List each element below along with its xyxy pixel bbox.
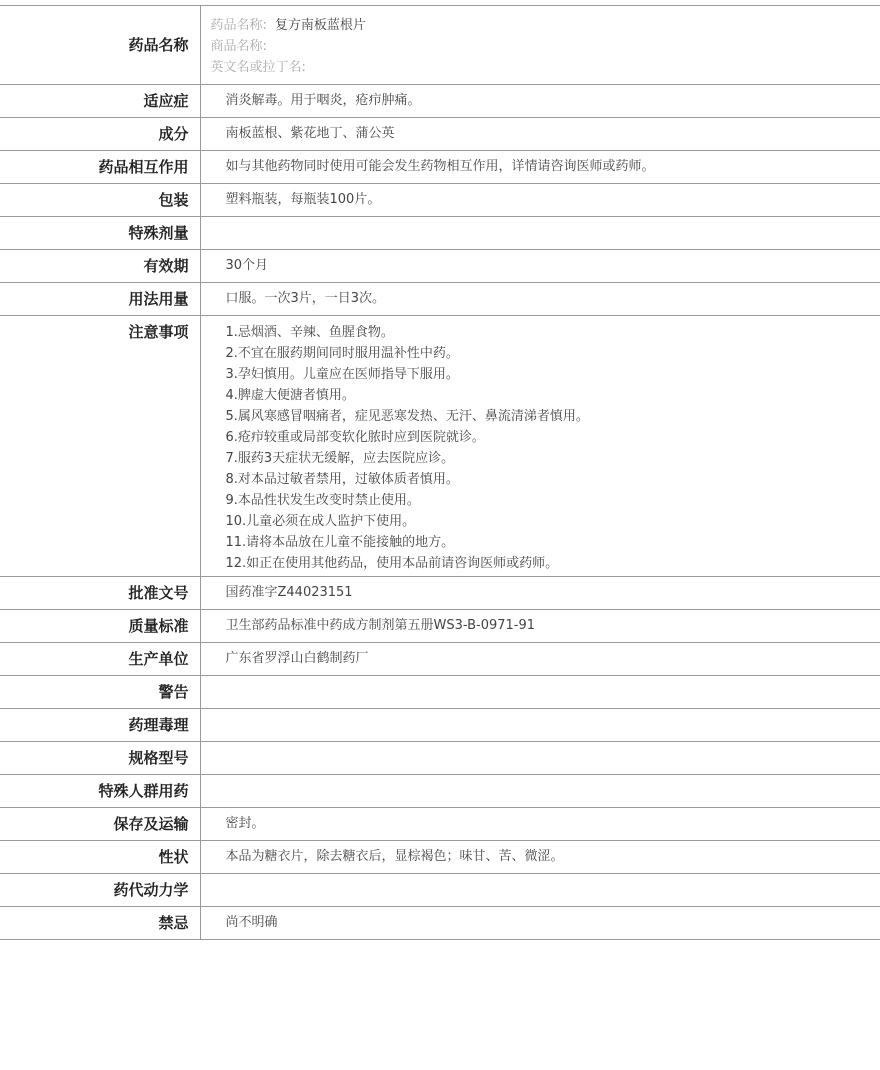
label-contraindications: 禁忌: [158, 914, 189, 932]
row-label: [0, 85, 200, 118]
row-label: [0, 907, 200, 940]
value-contraindications: 尚不明确: [200, 907, 880, 940]
row-label: [0, 841, 200, 874]
value-indications: 消炎解毒。用于咽炎，疮疖肿痛。: [200, 85, 880, 118]
value-packaging: 塑料瓶装，每瓶装100片。: [200, 184, 880, 217]
label-warning: 警告: [158, 683, 189, 701]
english-name-line: [211, 57, 880, 78]
label-description: 性状: [158, 848, 189, 866]
row-label: [0, 775, 200, 808]
row-special-dosage: [0, 217, 880, 250]
list-item: 4.脾虚大便溏者慎用。: [225, 388, 355, 403]
row-shelf-life: [0, 250, 880, 283]
row-label: [0, 874, 200, 907]
row-pharmacokinetics: [0, 874, 880, 907]
value-pharmacology: [200, 709, 880, 742]
label-interactions: 药品相互作用: [98, 158, 189, 176]
row-special-population: [0, 775, 880, 808]
trade-name-line: [211, 36, 880, 57]
list-item: 2.不宜在服药期间同时服用温补性中药。: [225, 346, 459, 361]
drug-name-block: [201, 6, 880, 84]
row-label: [0, 6, 200, 85]
row-interactions: [0, 151, 880, 184]
row-packaging: [0, 184, 880, 217]
row-manufacturer: [0, 643, 880, 676]
list-item: 6.疮疖较重或局部变软化脓时应到医院就诊。: [225, 430, 485, 445]
english-name-label: 英文名或拉丁名:: [210, 60, 306, 75]
value-manufacturer: 广东省罗浮山白鹤制药厂: [200, 643, 880, 676]
value-description: 本品为糖衣片，除去糖衣后，显棕褐色；味甘、苦、微涩。: [200, 841, 880, 874]
label-specification: 规格型号: [128, 749, 189, 767]
label-pharmacokinetics: 药代动力学: [113, 881, 189, 899]
list-item: 1.忌烟酒、辛辣、鱼腥食物。: [225, 325, 394, 340]
row-specification: [0, 742, 880, 775]
drug-name-heading: 药品名称: [128, 36, 189, 54]
trade-name-label: 商品名称:: [210, 39, 267, 54]
value-specification: [200, 742, 880, 775]
row-approval-number: [0, 577, 880, 610]
drug-spec-table: [0, 5, 880, 940]
value-quality-standard: 卫生部药品标准中药成方制剂第五册WS3-B-0971-91: [200, 610, 880, 643]
row-label: [0, 742, 200, 775]
label-ingredients: 成分: [158, 125, 189, 143]
value-approval-number: 国药准字Z44023151: [200, 577, 880, 610]
row-label: [0, 643, 200, 676]
row-label: [0, 250, 200, 283]
label-dosage: 用法用量: [128, 290, 189, 308]
generic-name-label: 药品名称:: [210, 18, 267, 33]
label-indications: 适应症: [143, 92, 189, 110]
row-quality-standard: [0, 610, 880, 643]
label-quality-standard: 质量标准: [128, 617, 189, 635]
label-special-population: 特殊人群用药: [98, 782, 189, 800]
generic-name-value: 复方南板蓝根片: [274, 18, 366, 33]
precautions-list: [226, 316, 871, 574]
row-label: [0, 808, 200, 841]
label-precautions: 注意事项: [128, 323, 189, 341]
list-item: 5.属风寒感冒咽痛者，症见恶寒发热、无汗、鼻流清涕者慎用。: [225, 409, 589, 424]
value-pharmacokinetics: [200, 874, 880, 907]
row-label: [0, 283, 200, 316]
list-item: 9.本品性状发生改变时禁止使用。: [225, 493, 420, 508]
row-label: [0, 610, 200, 643]
row-label: [0, 151, 200, 184]
value-storage: 密封。: [200, 808, 880, 841]
row-label: [0, 316, 200, 577]
row-contraindications: [0, 907, 880, 940]
row-precautions: [0, 316, 880, 577]
value-warning: [200, 676, 880, 709]
list-item: 7.服药3天症状无缓解，应去医院应诊。: [225, 451, 455, 466]
label-packaging: 包装: [158, 191, 189, 209]
generic-name-line: [211, 15, 880, 36]
list-item: 8.对本品过敏者禁用，过敏体质者慎用。: [225, 472, 459, 487]
value-special-dosage: [200, 217, 880, 250]
list-item: 3.孕妇慎用。儿童应在医师指导下服用。: [225, 367, 459, 382]
row-drug-name: [0, 6, 880, 85]
row-label: [0, 577, 200, 610]
row-label: [0, 184, 200, 217]
row-label: [0, 118, 200, 151]
value-ingredients: 南板蓝根、紫花地丁、蒲公英: [200, 118, 880, 151]
label-special-dosage: 特殊剂量: [128, 224, 189, 242]
label-shelf-life: 有效期: [143, 257, 189, 275]
value-dosage: 口服。一次3片，一日3次。: [200, 283, 880, 316]
list-item: 12.如正在使用其他药品，使用本品前请咨询医师或药师。: [225, 556, 559, 571]
label-storage: 保存及运输: [113, 815, 189, 833]
label-manufacturer: 生产单位: [128, 650, 189, 668]
value-interactions: 如与其他药物同时使用可能会发生药物相互作用，详情请咨询医师或药师。: [200, 151, 880, 184]
row-pharmacology: [0, 709, 880, 742]
row-indications: [0, 85, 880, 118]
label-approval-number: 批准文号: [128, 584, 189, 602]
list-item: 11.请将本品放在儿童不能接触的地方。: [225, 535, 455, 550]
row-storage: [0, 808, 880, 841]
label-pharmacology: 药理毒理: [128, 716, 189, 734]
row-label: [0, 217, 200, 250]
row-dosage: [0, 283, 880, 316]
value-precautions: [200, 316, 880, 577]
row-label: [0, 709, 200, 742]
list-item: 10.儿童必须在成人监护下使用。: [225, 514, 416, 529]
row-description: [0, 841, 880, 874]
value-shelf-life: 30个月: [200, 250, 880, 283]
row-ingredients: [0, 118, 880, 151]
row-label: [0, 676, 200, 709]
row-warning: [0, 676, 880, 709]
value-special-population: [200, 775, 880, 808]
row-value: [200, 6, 880, 85]
